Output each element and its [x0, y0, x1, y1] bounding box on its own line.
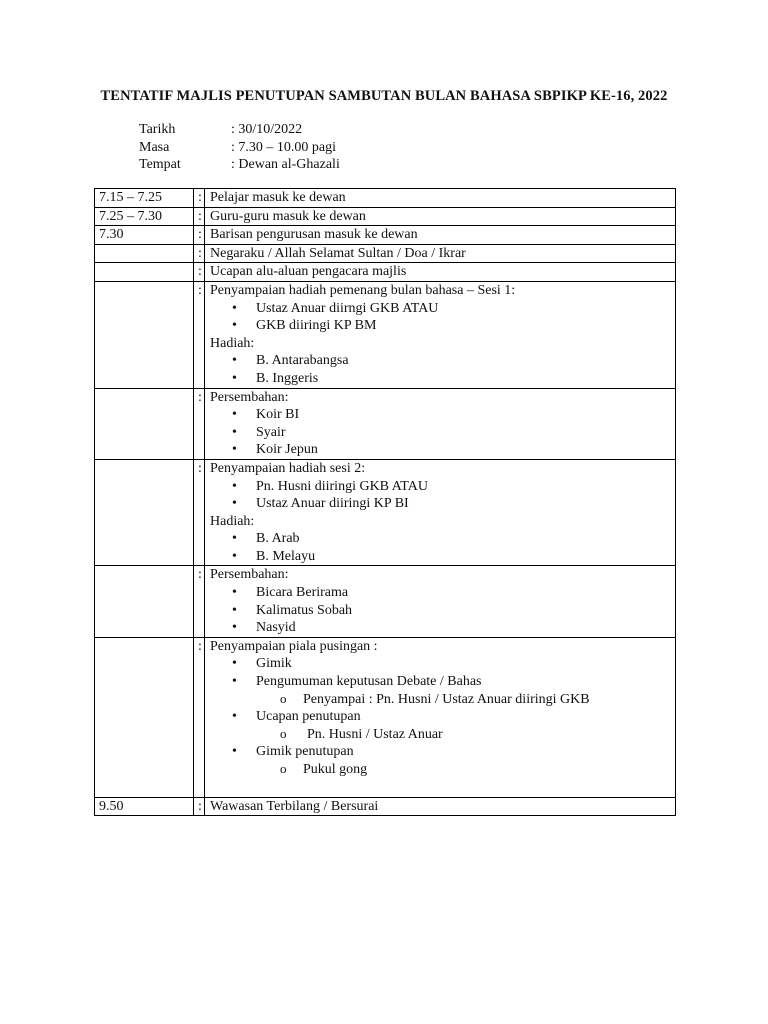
- list-item-label: Pengumuman keputusan Debate / Bahas: [256, 674, 482, 690]
- list-item: • Nasyid: [210, 619, 675, 637]
- activity-heading: Persembahan:: [210, 567, 289, 583]
- nested-list: [210, 761, 675, 779]
- schedule-table: [94, 188, 676, 816]
- table-row: [95, 189, 676, 208]
- list-item: • B. Antarabangsa: [210, 352, 675, 370]
- activity-cell: Ucapan alu-aluan pengacara majlis: [205, 263, 676, 282]
- separator-cell: :: [194, 797, 205, 816]
- separator-cell: :: [194, 459, 205, 566]
- separator-cell: :: [194, 566, 205, 637]
- list-item: • Bicara Berirama: [210, 584, 675, 602]
- separator-cell: :: [194, 281, 205, 388]
- meta-value: : 30/10/2022: [231, 122, 303, 137]
- time-cell: [95, 263, 194, 282]
- performance-list: [210, 406, 675, 459]
- time-cell: 7.25 – 7.30: [95, 207, 194, 226]
- separator-cell: :: [194, 244, 205, 263]
- list-item: • Pn. Husni diiringi GKB ATAU: [210, 478, 675, 496]
- prize-label: Hadiah:: [210, 335, 255, 351]
- list-item: • Koir Jepun: [210, 441, 675, 459]
- nested-list-item: o Pn. Husni / Ustaz Anuar: [210, 726, 675, 744]
- time-cell: [95, 459, 194, 566]
- table-row: [95, 388, 676, 459]
- list-item: • Syair: [210, 424, 675, 442]
- separator-cell: :: [194, 207, 205, 226]
- list-item: • Ustaz Anuar diirngi GKB ATAU: [210, 300, 675, 318]
- list-item: • B. Inggeris: [210, 370, 675, 388]
- activity-cell: Guru-guru masuk ke dewan: [205, 207, 676, 226]
- time-cell: [95, 281, 194, 388]
- table-row: [95, 226, 676, 245]
- table-row: [95, 459, 676, 566]
- activity-heading: Penyampaian hadiah pemenang bulan bahasa – Sesi 1:: [210, 282, 516, 298]
- meta-label: Tarikh: [139, 122, 176, 137]
- table-row: [95, 207, 676, 226]
- activity-cell: Barisan pengurusan masuk ke dewan: [205, 226, 676, 245]
- list-item: • B. Arab: [210, 530, 675, 548]
- separator-cell: :: [194, 263, 205, 282]
- list-item: • Ustaz Anuar diiringi KP BI: [210, 495, 675, 513]
- list-item: • Kalimatus Sobah: [210, 602, 675, 620]
- activity-cell: [205, 637, 676, 797]
- activity-cell: [205, 388, 676, 459]
- table-row: [95, 637, 676, 797]
- list-item: • B. Melayu: [210, 548, 675, 566]
- activity-cell: Pelajar masuk ke dewan: [205, 189, 676, 208]
- spacer: [210, 779, 675, 797]
- meta-value: : Dewan al-Ghazali: [231, 157, 340, 172]
- time-cell: [95, 566, 194, 637]
- table-row: [95, 281, 676, 388]
- time-cell: 7.15 – 7.25: [95, 189, 194, 208]
- presenter-list: [210, 300, 675, 335]
- document-title: TENTATIF MAJLIS PENUTUPAN SAMBUTAN BULAN BAHASA SBPIKP KE-16, 2022: [100, 88, 668, 104]
- list-item: • Gimik penutupan: [210, 743, 675, 761]
- table-row: [95, 263, 676, 282]
- list-item: • Gimik: [210, 655, 675, 673]
- table-row: [95, 566, 676, 637]
- activity-cell: Negaraku / Allah Selamat Sultan / Doa / Ikrar: [205, 244, 676, 263]
- separator-cell: :: [194, 637, 205, 797]
- list-item: • GKB diiringi KP BM: [210, 317, 675, 335]
- trophy-list: [210, 655, 675, 690]
- list-item: [210, 673, 675, 691]
- separator-cell: :: [194, 226, 205, 245]
- meta-row-time: [139, 139, 340, 157]
- separator-cell: :: [194, 388, 205, 459]
- time-cell: [95, 388, 194, 459]
- time-cell: [95, 244, 194, 263]
- activity-cell: [205, 459, 676, 566]
- activity-heading: Penyampaian piala pusingan :: [210, 638, 378, 654]
- separator-cell: :: [194, 189, 205, 208]
- activity-heading: Penyampaian hadiah sesi 2:: [210, 460, 366, 476]
- activity-cell: Wawasan Terbilang / Bersurai: [205, 797, 676, 816]
- meta-row-date: [139, 121, 340, 139]
- time-cell: 7.30: [95, 226, 194, 245]
- trophy-list: [210, 708, 675, 726]
- nested-list-item: o Pukul gong: [210, 761, 675, 779]
- prize-list: [210, 530, 675, 565]
- list-item: • Ucapan penutupan: [210, 708, 675, 726]
- performance-list: [210, 584, 675, 637]
- trophy-list: [210, 743, 675, 761]
- activity-heading: Persembahan:: [210, 389, 289, 405]
- prize-list: [210, 352, 675, 387]
- nested-list: [210, 726, 675, 744]
- prize-label: Hadiah:: [210, 513, 255, 529]
- meta-row-venue: [139, 156, 340, 174]
- nested-list-item: o Penyampai : Pn. Husni / Ustaz Anuar diiringi GKB: [210, 691, 675, 709]
- presenter-list: [210, 478, 675, 513]
- table-row: [95, 797, 676, 816]
- event-details: [139, 121, 340, 174]
- meta-label: Tempat: [139, 157, 181, 172]
- nested-list: [210, 691, 675, 709]
- meta-label: Masa: [139, 139, 170, 155]
- meta-value: : 7.30 – 10.00 pagi: [231, 139, 336, 155]
- time-cell: [95, 637, 194, 797]
- time-cell: 9.50: [95, 797, 194, 816]
- table-row: [95, 244, 676, 263]
- activity-cell: [205, 281, 676, 388]
- list-item: • Koir BI: [210, 406, 675, 424]
- activity-cell: [205, 566, 676, 637]
